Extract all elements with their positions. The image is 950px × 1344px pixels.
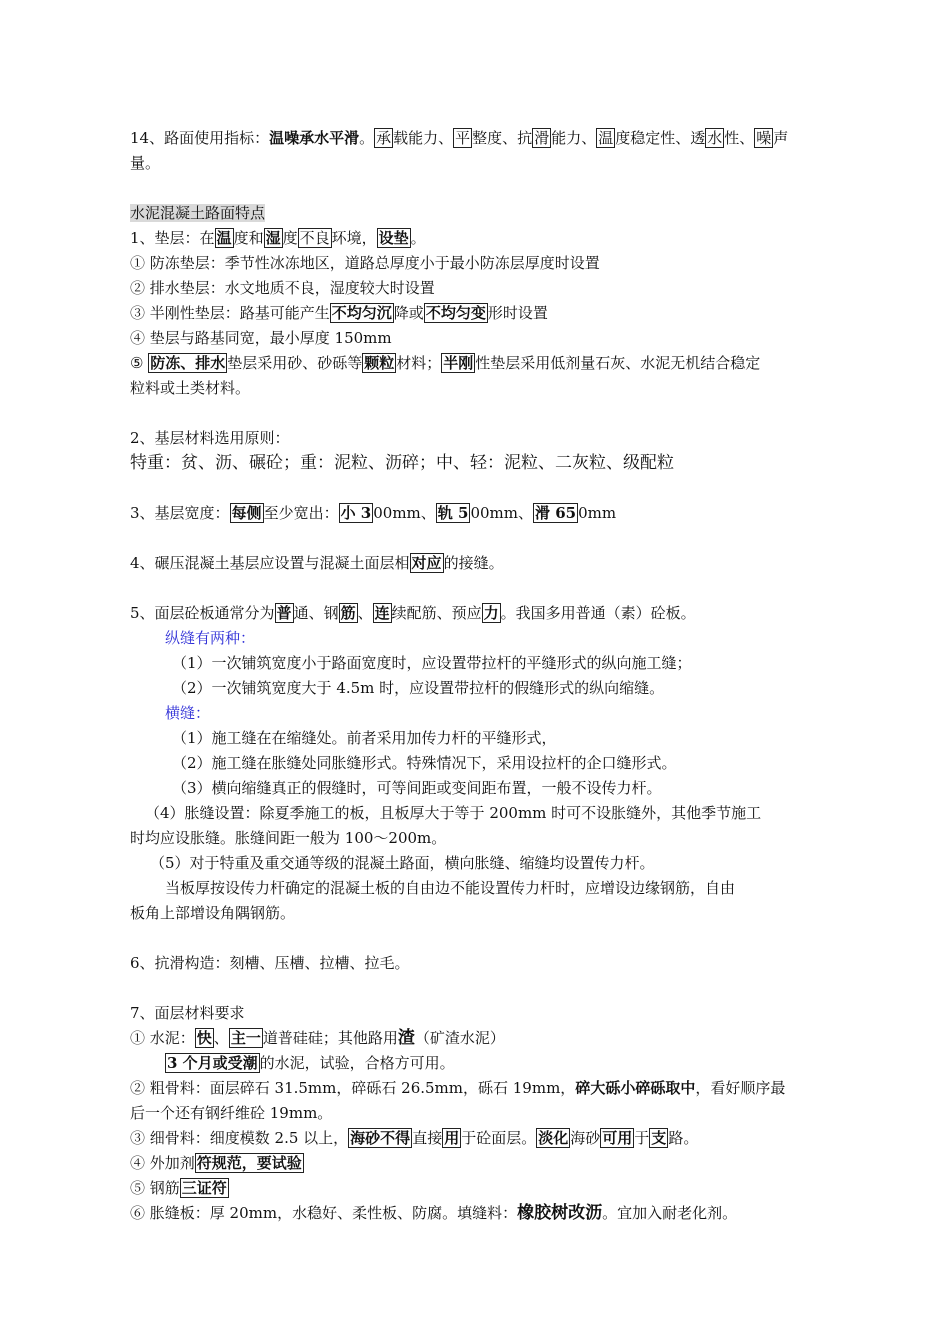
boxed-char: 噪 (756, 129, 772, 147)
boxed-text: 符规范，要试验 (196, 1154, 302, 1172)
line (130, 351, 760, 376)
text: 至少宽出： (263, 504, 339, 522)
line: 7、面层材料要求 (130, 1004, 245, 1022)
line: （4）胀缝设置：除夏季施工的板，且板厚大于等于 200mm 时可不设胀缝外，其他季节施工 (145, 804, 762, 822)
line: 时均应设胀缝。胀缝间距一般为 100～200m。 (130, 829, 447, 847)
boxed-char: 用 (444, 1129, 460, 1147)
text: ② 粗骨料：面层碎石 31.5mm，碎砾石 26.5mm，砾石 19mm， (130, 1079, 576, 1097)
bold-text: 温噪承水平滑 (269, 129, 360, 147)
boxed-text: 设垫 (378, 229, 409, 247)
line: （2）一次铺筑宽度大于 4.5m 时，应设置带拉杆的假缝形式的纵向缩缝。 (172, 679, 665, 697)
text: 垫层采用砂、砂砾等 (227, 354, 363, 372)
text: 00mm、 (373, 504, 436, 522)
boxed-text: 小 3 (340, 504, 372, 522)
subheading-longitudinal: 纵缝有两种： (165, 629, 256, 647)
text: 性、 (724, 129, 755, 147)
line: （1）施工缝在在缩缝处。前者采用加传力杆的平缝形式， (172, 729, 557, 747)
line (130, 551, 504, 576)
boxed-char: 筋 (340, 604, 356, 622)
text: 。我国多用普通（素）砼板。 (500, 604, 696, 622)
boxed-text: 轨 5 (437, 504, 469, 522)
line: ① 防冻垫层：季节性冰冻地区，道路总厚度小于最小防冻层厚度时设置 (130, 254, 600, 272)
boxed-char: 支 (651, 1129, 667, 1147)
text: 载能力、 (393, 129, 454, 147)
boxed-text: 主一 (230, 1029, 261, 1047)
highlighted-heading: 水泥混凝土路面特点 (130, 204, 266, 222)
text: ③ 细骨料：细度模数 2.5 以上， (130, 1129, 349, 1147)
text: 4、碾压混凝土基层应设置与混凝土面层相 (130, 554, 410, 572)
boxed-char: 温 (216, 229, 232, 247)
boxed-text: 3 个月或受潮 (167, 1054, 258, 1072)
boxed-char: 承 (376, 129, 392, 147)
text: 度稳定性、透 (615, 129, 706, 147)
bold-text: 碎大砾小碎砾取中 (575, 1079, 696, 1097)
text: 路。 (668, 1129, 699, 1147)
line-expansion-board (130, 1201, 737, 1226)
line: ② 排水垫层：水文地质不良，湿度较大时设置 (130, 279, 435, 297)
text: 续配筋、预应 (391, 604, 482, 622)
boxed-text: 对应 (411, 554, 442, 572)
line (165, 1051, 455, 1076)
boxed-char: 滑 (534, 129, 550, 147)
boxed-char: 湿 (265, 229, 281, 247)
text: 00mm、 (470, 504, 534, 522)
text: 的水泥，试验，合格方可用。 (259, 1054, 455, 1072)
line: 量。 (130, 154, 161, 172)
boxed-char: 普 (276, 604, 292, 622)
text: 形时设置 (487, 304, 548, 322)
boxed-text: 半刚 (443, 354, 474, 372)
boxed-text: 不均匀变 (425, 304, 486, 322)
text: 于 (634, 1129, 650, 1147)
line-fine-aggregate (130, 1126, 698, 1151)
boxed-text: 三证符 (181, 1179, 227, 1197)
text: 能力、 (551, 129, 597, 147)
line: 后一个还有钢纤维砼 19mm。 (130, 1104, 333, 1122)
text: ③ 半刚性垫层：路基可能产生 (130, 304, 330, 322)
text: 于砼面层。 (461, 1129, 537, 1147)
text: 特重：贫、沥、碾砼；重：泥粒、沥碎；中、轻：泥粒、二灰粒、级配粒 (130, 453, 674, 473)
text: 。 (410, 229, 426, 247)
line: ④ 垫层与路基同宽，最小厚度 150mm (130, 329, 392, 347)
text: 、 (357, 604, 373, 622)
text: 。 (359, 129, 375, 147)
line: （1）一次铺筑宽度小于路面宽度时，应设置带拉杆的平缝形式的纵向施工缝； (172, 654, 692, 672)
boxed-char: 平 (455, 129, 471, 147)
line: （5）对于特重及重交通等级的混凝土路面，横向胀缝、缩缝均设置传力杆。 (150, 854, 655, 872)
line: 粒料或土类材料。 (130, 379, 251, 397)
bold-text: 橡胶树改沥 (517, 1203, 603, 1223)
line: （3）横向缩缝真正的假缝时，可等间距或变间距布置，一般不设传力杆。 (172, 779, 662, 797)
text: 5、面层砼板通常分为 (130, 604, 275, 622)
line (130, 451, 674, 476)
text: 直接 (412, 1129, 443, 1147)
text: ① 水泥： (130, 1029, 195, 1047)
boxed-text: 不均匀沉 (331, 304, 392, 322)
text: ，看好顺序最 (695, 1079, 786, 1097)
boxed-text: 海砂不得 (350, 1129, 411, 1147)
boxed-text: 滑 65 (535, 504, 577, 522)
text: 道普硅硅；其他路用 (262, 1029, 398, 1047)
boxed-text: 防冻、排水 (150, 354, 226, 372)
boxed-text: 每侧 (231, 504, 262, 522)
line-cushion (130, 226, 426, 251)
text: 环境， (331, 229, 377, 247)
line: （2）施工缝在胀缝处同胀缝形式。特殊情况下，采用设拉杆的企口缝形式。 (172, 754, 677, 772)
text: 通、钢 (293, 604, 339, 622)
text: 整度、抗 (472, 129, 533, 147)
boxed-text: 不良 (299, 229, 330, 247)
text: ④ 外加剂 (130, 1154, 195, 1172)
boxed-char: 快 (196, 1029, 212, 1047)
text: 3、基层宽度： (130, 504, 230, 522)
text: 0mm (578, 504, 617, 522)
text: 14、路面使用指标： (130, 129, 270, 147)
text: ⑤ (130, 354, 149, 372)
bold-text: 渣 (397, 1028, 415, 1048)
boxed-text: 可用 (602, 1129, 633, 1147)
line: 当板厚按设传力杆确定的混凝土板的自由边不能设置传力杆时，应增设边缘钢筋，自由 (165, 879, 736, 897)
text: 。宜加入耐老化剂。 (602, 1204, 738, 1222)
line-road-indicators (130, 126, 788, 151)
boxed-char: 温 (598, 129, 614, 147)
text: ⑥ 胀缝板：厚 20mm，水稳好、柔性板、防腐。填缝料： (130, 1204, 518, 1222)
boxed-text: 淡化 (538, 1129, 569, 1147)
subheading-transverse: 横缝： (165, 704, 211, 722)
boxed-char: 连 (374, 604, 390, 622)
line (130, 1151, 304, 1176)
line-coarse-aggregate (130, 1076, 785, 1101)
boxed-char: 水 (707, 129, 723, 147)
text: （矿渣水泥） (414, 1029, 505, 1047)
text: ⑤ 钢筋 (130, 1179, 180, 1197)
line-cement (130, 1026, 505, 1051)
text: 度 (282, 229, 298, 247)
text: 1、垫层：在 (130, 229, 215, 247)
text: 的接缝。 (443, 554, 504, 572)
line: 2、基层材料选用原则： (130, 429, 290, 447)
text: 度和 (233, 229, 264, 247)
line: 板角上部增设角隅钢筋。 (130, 904, 296, 922)
boxed-char: 力 (483, 604, 499, 622)
text: 性垫层采用低剂量石灰、水泥无机结合稳定 (475, 354, 761, 372)
line-base-width (130, 501, 616, 526)
section-heading (130, 201, 265, 226)
line (130, 301, 548, 326)
text: 材料； (396, 354, 442, 372)
text: 降或 (393, 304, 424, 322)
boxed-text: 颗粒 (364, 354, 395, 372)
line: 6、抗滑构造：刻槽、压槽、拉槽、拉毛。 (130, 954, 410, 972)
text: 海砂 (570, 1129, 601, 1147)
text: 声 (773, 129, 789, 147)
text: 、 (213, 1029, 229, 1047)
line (130, 1176, 229, 1201)
line (130, 601, 696, 626)
